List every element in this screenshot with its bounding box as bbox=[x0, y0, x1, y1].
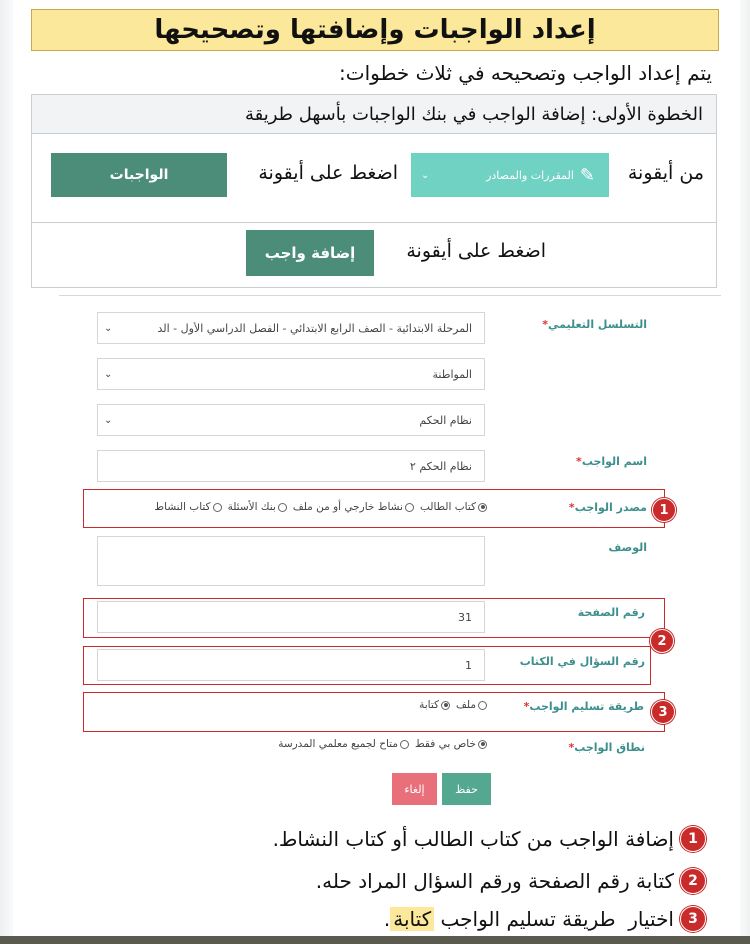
hierarchy-select[interactable]: المرحلة الابتدائية - الصف الرابع الابتدائي - الفصل الدراسي الأول - الد ⌄ bbox=[97, 312, 485, 344]
assignment-name-input[interactable]: نظام الحكم ٢ bbox=[97, 450, 485, 482]
description-input[interactable] bbox=[97, 536, 485, 586]
press-icon-text-1: اضغط على أيقونة bbox=[258, 162, 398, 184]
source-option-activity-book[interactable]: كتاب النشاط bbox=[154, 501, 221, 513]
note-2-text: كتابة رقم الصفحة ورقم السؤال المراد حله. bbox=[315, 869, 674, 893]
save-button[interactable]: حفظ bbox=[442, 773, 491, 805]
source-option-question-bank[interactable]: بنك الأسئلة bbox=[228, 501, 287, 513]
description-label: الوصف bbox=[608, 541, 647, 554]
question-number-input[interactable]: 1 bbox=[97, 649, 485, 681]
bottom-strip bbox=[0, 936, 750, 944]
question-number-label: رقم السؤال في الكتاب bbox=[519, 655, 645, 668]
step-one-heading: الخطوة الأولى: إضافة الواجب في بنك الواجبات بأسهل طريقة bbox=[32, 95, 716, 134]
courses-resources-button[interactable] bbox=[411, 153, 609, 197]
note-3-end: . bbox=[383, 907, 391, 931]
cancel-button[interactable]: إلغاء bbox=[392, 773, 437, 805]
page-number-input[interactable]: 31 bbox=[97, 601, 485, 633]
page-title: إعداد الواجبات وإضافتها وتصحيحها bbox=[31, 9, 719, 51]
note-2-badge: 2 bbox=[680, 868, 706, 894]
note-3-text: اختيار طريقة تسليم الواجب bbox=[434, 907, 674, 931]
subject-select[interactable]: المواطنة ⌄ bbox=[97, 358, 485, 390]
intro-text: يتم إعداد الواجب وتصحيحه في ثلاث خطوات: bbox=[339, 61, 712, 85]
assignment-scope-options bbox=[274, 738, 487, 750]
page-edge-left bbox=[0, 0, 13, 944]
hierarchy-label: التسلسل التعليمي* bbox=[542, 318, 647, 331]
note-1 bbox=[273, 826, 706, 852]
assignment-name-label: اسم الواجب* bbox=[576, 455, 647, 468]
step-one-table bbox=[31, 94, 717, 288]
from-icon-text: من أيقونة bbox=[627, 162, 704, 184]
delivery-option-file[interactable]: ملف bbox=[456, 699, 487, 711]
source-option-external[interactable]: نشاط خارجي أو من ملف bbox=[293, 501, 414, 513]
step-one-row-icons bbox=[32, 133, 716, 223]
assignment-source-label: مصدر الواجب* bbox=[568, 501, 647, 514]
note-3 bbox=[384, 906, 706, 932]
page-edge-right bbox=[740, 0, 750, 944]
step-one-row-add bbox=[32, 222, 716, 288]
press-icon-text-2: اضغط على أيقونة bbox=[406, 240, 546, 262]
edit-icon: ✎ bbox=[579, 164, 595, 186]
unit-select[interactable]: نظام الحكم ⌄ bbox=[97, 404, 485, 436]
delivery-method-label: طريقة تسليم الواجب* bbox=[523, 700, 644, 713]
chevron-down-icon: ⌄ bbox=[421, 169, 430, 181]
add-assignment-button[interactable]: إضافة واجب bbox=[246, 230, 374, 276]
badge-1: 1 bbox=[652, 498, 676, 522]
chevron-down-icon: ⌄ bbox=[104, 368, 113, 380]
scope-option-school[interactable]: متاح لجميع معلمي المدرسة bbox=[278, 738, 409, 750]
form-divider bbox=[59, 295, 721, 296]
delivery-method-options bbox=[415, 699, 487, 711]
source-option-student-book[interactable]: كتاب الطالب bbox=[420, 501, 487, 513]
chevron-down-icon: ⌄ bbox=[104, 414, 113, 426]
courses-resources-label: المقررات والمصادر bbox=[486, 168, 574, 182]
badge-3: 3 bbox=[651, 700, 675, 724]
chevron-down-icon: ⌄ bbox=[104, 322, 113, 334]
note-1-text: إضافة الواجب من كتاب الطالب أو كتاب النشاط. bbox=[272, 827, 674, 851]
assignment-source-options bbox=[150, 501, 487, 513]
note-2 bbox=[316, 868, 706, 894]
assignment-scope-label: نطاق الواجب* bbox=[568, 741, 645, 754]
note-3-badge: 3 bbox=[680, 906, 706, 932]
assignments-button[interactable]: الواجبات bbox=[51, 153, 227, 197]
scope-option-private[interactable]: خاص بي فقط bbox=[415, 738, 487, 750]
delivery-option-writing[interactable]: كتابة bbox=[419, 699, 450, 711]
note-1-badge: 1 bbox=[680, 826, 706, 852]
page-number-label: رقم الصفحة bbox=[577, 606, 645, 619]
note-3-highlight: كتابة bbox=[390, 907, 434, 931]
badge-2: 2 bbox=[650, 629, 674, 653]
